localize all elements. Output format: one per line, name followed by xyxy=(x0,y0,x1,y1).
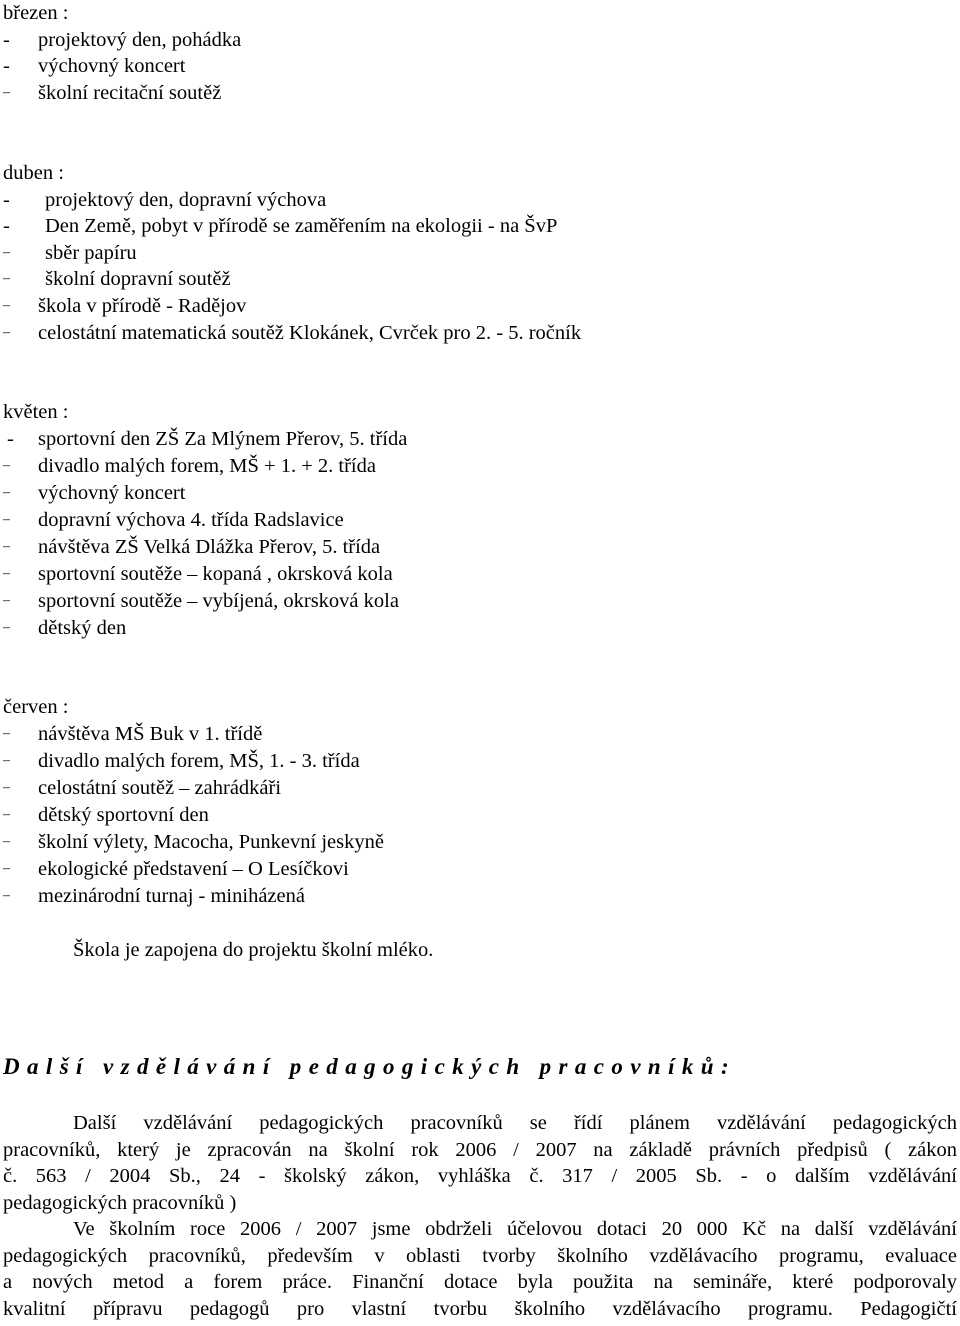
list-item: školní výlety, Macocha, Punkevní jeskyně xyxy=(38,831,384,853)
paragraph-line: a nových metod a forem práce. Finanční dotace byla použita na semináře, které podporovaly xyxy=(3,1271,957,1293)
list-dash: – xyxy=(3,298,10,313)
list-dash: – xyxy=(3,245,10,260)
list-dash: – xyxy=(3,861,10,876)
list-dash: – xyxy=(3,726,10,741)
list-dash: – xyxy=(3,271,10,286)
list-dash: – xyxy=(3,512,10,527)
paragraph-line: pracovníků, který je zpracován na školní rok 2006 / 2007 na základě právních předpisů ( zákon xyxy=(3,1139,957,1161)
section-heading: Další vzdělávání pedagogických pracovníků: xyxy=(3,1054,737,1079)
list-item: celostátní soutěž – zahrádkáři xyxy=(38,777,282,799)
list-item: ekologické představení – O Lesíčkovi xyxy=(38,858,349,880)
paragraph-line: pedagogických pracovníků, především v oblasti tvorby školního vzdělávacího programu, evaluace xyxy=(3,1245,957,1267)
list-dash: – xyxy=(3,834,10,849)
paragraph-line: kvalitní přípravu pedagogů pro vlastní tvorbu školního vzdělávacího programu. Pedagogičtí xyxy=(3,1298,957,1320)
list-item: mezinárodní turnaj - miniházená xyxy=(38,885,305,907)
list-item: projektový den, dopravní výchova xyxy=(45,189,327,211)
list-dash: – xyxy=(3,458,10,473)
list-dash: - xyxy=(3,189,10,211)
paragraph-line: Další vzdělávání pedagogických pracovníků se řídí plánem vzdělávání pedagogických xyxy=(73,1112,957,1134)
list-item: návštěva MŠ Buk v 1. třídě xyxy=(38,723,263,745)
list-dash: – xyxy=(3,539,10,554)
list-item: výchovný koncert xyxy=(38,55,186,77)
month-label-march: březen : xyxy=(3,2,69,24)
list-dash: - xyxy=(7,428,14,450)
paragraph-line: č. 563 / 2004 Sb., 24 - školský zákon, vyhláška č. 317 / 2005 Sb. - o dalším vzdělávání xyxy=(3,1165,957,1187)
list-item: projektový den, pohádka xyxy=(38,29,242,51)
list-dash: – xyxy=(3,85,10,100)
list-dash: - xyxy=(3,55,10,77)
list-dash: – xyxy=(3,620,10,635)
list-dash: – xyxy=(3,566,10,581)
list-dash: – xyxy=(3,325,10,340)
list-dash: – xyxy=(3,888,10,903)
list-item: Den Země, pobyt v přírodě se zaměřením na ekologii - na ŠvP xyxy=(45,215,558,237)
list-item: sportovní den ZŠ Za Mlýnem Přerov, 5. třída xyxy=(38,428,408,450)
list-dash: – xyxy=(3,807,10,822)
month-label-april: duben : xyxy=(3,162,64,184)
list-dash: – xyxy=(3,753,10,768)
paragraph-line: Ve školním roce 2006 / 2007 jsme obdrželi účelovou dotaci 20 000 Kč na další vzdělávání xyxy=(73,1218,957,1240)
list-item: školní recitační soutěž xyxy=(38,82,222,104)
list-dash: – xyxy=(3,780,10,795)
list-dash: – xyxy=(3,485,10,500)
list-dash: - xyxy=(3,215,10,237)
month-label-june: červen : xyxy=(3,696,69,718)
list-item: školní dopravní soutěž xyxy=(45,268,231,290)
milk-project-note: Škola je zapojena do projektu školní mléko. xyxy=(73,939,434,961)
list-item: návštěva ZŠ Velká Dlážka Přerov, 5. třída xyxy=(38,536,381,558)
list-item: sběr papíru xyxy=(45,242,137,264)
list-item: celostátní matematická soutěž Klokánek, Cvrček pro 2. - 5. ročník xyxy=(38,322,582,344)
list-item: škola v přírodě - Radějov xyxy=(38,295,247,317)
paragraph-line: pedagogických pracovníků ) xyxy=(3,1192,237,1214)
list-dash: – xyxy=(3,593,10,608)
list-item: sportovní soutěže – vybíjená, okrsková kola xyxy=(38,590,399,612)
list-item: divadlo malých forem, MŠ, 1. - 3. třída xyxy=(38,750,360,772)
list-item: dopravní výchova 4. třída Radslavice xyxy=(38,509,344,531)
month-label-may: květen : xyxy=(3,401,69,423)
list-item: divadlo malých forem, MŠ + 1. + 2. třída xyxy=(38,455,376,477)
list-dash: - xyxy=(3,29,10,51)
list-item: dětský sportovní den xyxy=(38,804,209,826)
list-item: sportovní soutěže – kopaná , okrsková kola xyxy=(38,563,393,585)
list-item: výchovný koncert xyxy=(38,482,186,504)
list-item: dětský den xyxy=(38,617,127,639)
